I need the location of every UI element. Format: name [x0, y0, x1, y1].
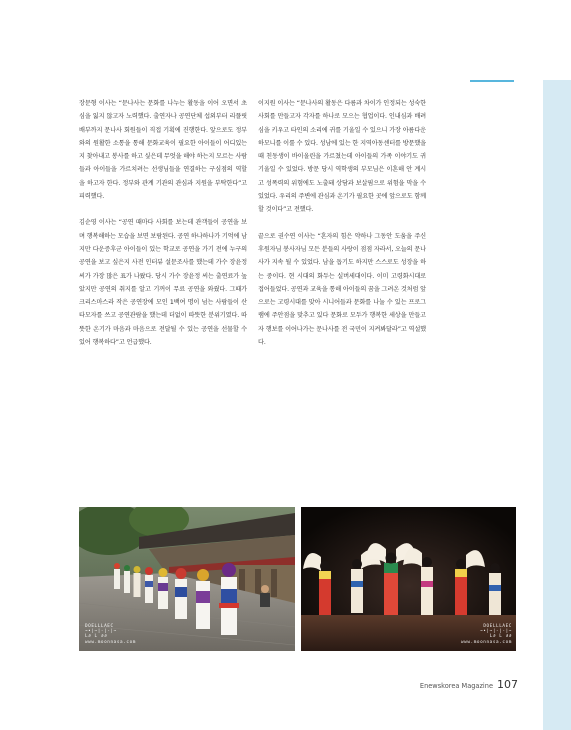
magazine-name: Enewskorea Magazine: [419, 682, 493, 690]
side-color-band: [543, 80, 571, 730]
article-column-left: [79, 97, 247, 349]
accent-rule: [470, 80, 514, 82]
page-number: 107: [497, 678, 518, 691]
photo-street-parade: [79, 507, 295, 651]
photo-credit: DOELLLAEC ~•|~|-|-|~ L∂ L ∂∂ www.moonnasa.com: [85, 623, 136, 645]
article-column-right: [258, 97, 426, 349]
page-footer: [400, 678, 518, 691]
paragraph: 장문형 이사는 “문나사는 문화를 나누는 활동을 이어 오면서 초심을 잃지 않고자 노력했다. 출연자나 공연단체 섭외부터 리플릿 배부까지 문나사 회원들이 직접 기획에 진행한다. 앞으로도 정부와의 원활한 소통을 통해 문화교육이 필요한 아이들이 어디있는지 찾아내고 봉사를 하고 싶은데 무엇을 해야 하는지 모르는 사람들과 아이들을 가르치려는 선생님들을 연결하는 구심점의 역할을 하고자 한다. 정부와 관계 기관의 관심과 지원을 부탁한다”고 피력했다.: [79, 100, 247, 201]
photo-stage-dance: [301, 507, 516, 651]
photo-credit: DOELLLAEC ~•|~|-|-|~ L∂ L ∂∂ www.moonnasa.com: [461, 623, 512, 645]
paragraph: 이지원 이사는 “문나사의 활동은 다름과 차이가 인정되는 성숙한 사회를 만들고자 각자를 하나로 모으는 협업이다. 인내심과 배려심을 키우고 타인의 소리에 귀를 기울일 수 있으니 가장 아름다운 하모니를 이룰 수 있다. 성남에 있는 한 지역아동센터를 방문했을 때 친동생이 바이올린을 가르쳤는데 아이들의 가족 이야기도 귀 기울일 수 있었다. 방문 당시 역학생의 부모님은 이혼해 안 계시고 성폭력의 위험에도 노출돼 상담과 보살핌으로 위험을 막을 수 있었다. 우리의 주변에 관심과 온기가 필요한 곳에 앞으로도 함께 할 것이다”고 전했다.: [258, 100, 426, 214]
paragraph: 김순영 이사는 “공연 때마다 사회를 보는데 관객들이 공연을 보며 행복해하는 모습을 보면 보람된다. 공연 하나하나가 기억에 남지만 다운증후군 아이들이 있는 학교로 공연을 가기 전에 누구의 공연을 보고 싶은지 사전 인터뷰 설문조사를 했는데 가수 장윤정 씨가 가장 많은 표가 나왔다. 당시 가수 장윤정 씨는 출연료가 높았지만 공연의 취지를 알고 기꺼이 무료 공연을 와줬다. 그때가 크리스마스라 작은 공연장에 모인 1백여 명이 넘는 사람들이 산타모자를 쓰고 공연관람을 했는데 더없이 따뜻한 분위기였다. 따뜻한 온기가 마음과 마음으로 전달될 수 있는 공연을 선물할 수 있어 행복하다”고 언급했다.: [79, 219, 247, 347]
paragraph: 끝으로 권수연 이사는 “혼자의 힘은 약하나 그동안 도움을 주신 후원자님 봉사자님 모든 분들의 사랑이 점점 자라서, 오늘의 문나사가 지속 될 수 있었다. 남을 돕기도 하지만 스스로도 성장을 하는 중이다. 현 시대의 화두는 실버세대이다. 이미 고령화시대로 접어들었다. 공연과 교육을 통해 아이들의 꿈을 그려온 것처럼 앞으로는 고령시대를 맞아 시니어들과 문화를 나눌 수 있는 프로그램에 주안점을 맞추고 있다 문화로 모두가 행복한 세상을 만들고자 행보를 이어나가는 문나사를 전 국민이 지켜봐달라”고 역설했다.: [258, 232, 426, 347]
